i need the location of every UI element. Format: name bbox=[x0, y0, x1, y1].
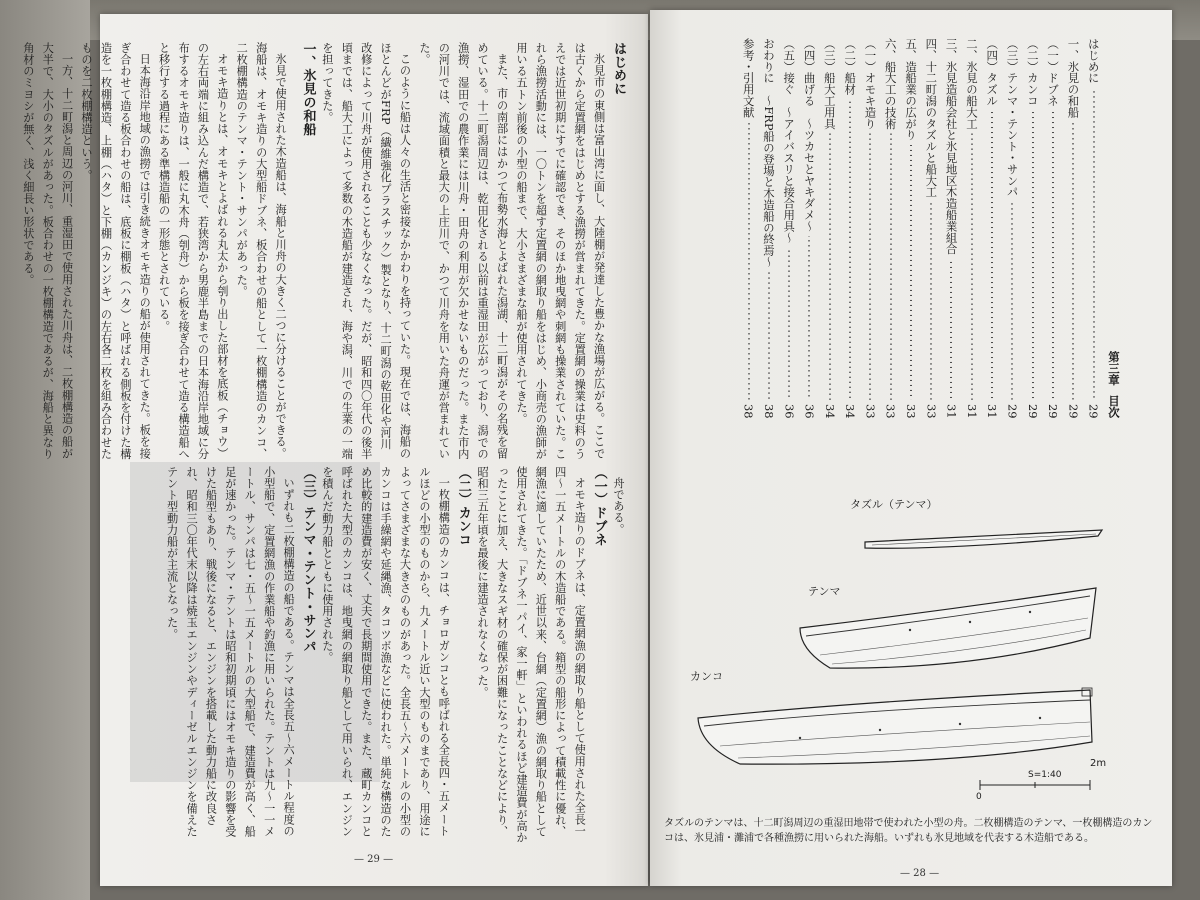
toc-entry-label: （四）曲げる 〜ツカセとヤキダメ〜 bbox=[802, 38, 817, 232]
tenma-text: いずれも二枚棚構造の船である。テンマは全長五〜六メートル程度の小型船で、定置網漁の作業船や釣漁に用いられた。テントは九〜一一メートル、サンパは七・五〜一五メートルの大型船で、建造費が高く、船足が速かった。テンマ・テントは昭和初期頃にはオモキ造りの影響を受けた船型もあり、戦後になると、エンジンを搭載した動力船に改良され、昭和三〇年代末以降は焼玉エンジンやディーゼルエンジンを備えたテント型動力船が主流となった。 bbox=[165, 466, 296, 838]
toc-entry bbox=[982, 38, 1002, 418]
toc-leader-dots bbox=[840, 99, 860, 400]
toc-leader-dots bbox=[962, 133, 982, 399]
toc-entry bbox=[799, 38, 819, 418]
toc-leader-dots bbox=[1063, 122, 1083, 400]
toc-entry bbox=[840, 38, 860, 418]
toc-leader-dots bbox=[880, 133, 900, 399]
figure-label-tazuru: タズル（テンマ） bbox=[850, 498, 938, 511]
toc-leader-dots bbox=[820, 133, 840, 399]
toc-entry-page: 31 bbox=[964, 403, 979, 418]
toc-title: 目次 bbox=[1107, 395, 1121, 418]
toc-entry-label: 参考・引用文献 bbox=[741, 38, 756, 118]
subheading-kanko: （二）カンコ bbox=[455, 466, 471, 547]
figure-label-kanko: カンコ bbox=[690, 670, 723, 683]
toc-title-row bbox=[1104, 38, 1124, 418]
toc-entry-page: 29 bbox=[1005, 403, 1020, 418]
toc-leader-dots bbox=[1002, 202, 1022, 400]
toc-entry bbox=[921, 38, 941, 418]
toc-entry-label: 二、氷見の船大工 bbox=[964, 38, 979, 130]
kanko-drawing bbox=[698, 688, 1092, 764]
intro-paragraph: このように船は人々の生活と密接なかかわりを持っていた。現在では、海船のほとんどがFRP（繊維強化プラスチック）製となり、十二町潟の乾田化や河川改修によって川舟が使用されることも少なくなった。だが、昭和四〇年代の後半頃までは、船大工によって多数の木造船が建造され、海や潟、川での生業の一端を担ってきた。 bbox=[320, 42, 412, 460]
kanko-text: 一枚棚構造のカンコは、チョロガンコとも呼ばれる全長四・五メートルほどの小型のものから、九メートル近い大型のものまであり、用途によってさまざまな大きさのものがあった。全長五〜六メートルの小型のカンコは手繰網や延縄漁、タコツボ漁などに使われた。単純な構造のため比較的建造費が安く、丈夫で長期間使用できた。また、蔵町カンコと呼ばれた大型のカンコは、地曳網の網取り船として用いられ、エンジンを積んだ動力船とともに使用された。 bbox=[320, 466, 451, 838]
toc-entry bbox=[1063, 38, 1083, 418]
toc-entry-label: 六、船大工の技術 bbox=[883, 38, 898, 130]
toc-entry-label: （四）タズル bbox=[985, 38, 1000, 107]
toc-entry bbox=[1002, 38, 1022, 418]
continued-text: 舟である。 bbox=[612, 477, 625, 536]
toc-entry bbox=[1043, 38, 1063, 418]
heading-intro: はじめに bbox=[611, 42, 626, 96]
toc-entry bbox=[759, 38, 779, 418]
toc-leader-dots bbox=[779, 247, 799, 399]
toc-entry-page: 33 bbox=[924, 403, 939, 418]
toc-entry-page: 33 bbox=[904, 403, 919, 418]
section-paragraph: オモキ造りとは、オモキとよばれる丸太から刳り出した部材を底板（チョウ）の左右両端に組み込んだ構造で、若狭湾から男鹿半島までの日本海沿岸地域に分布するオモキ造りは、一般に丸木舟（刳舟）から板を接ぎ合わせて造る構造船へと移行する過程にある準構造船の一形態とされている。 bbox=[157, 42, 229, 460]
toc-entry-label: 一、氷見の和船 bbox=[1066, 38, 1081, 118]
page-number-left: — 29 — bbox=[354, 854, 394, 865]
toc-leader-dots bbox=[799, 236, 819, 400]
toc-entry-page: 29 bbox=[1066, 403, 1081, 418]
toc-entry-page: 34 bbox=[843, 403, 858, 418]
toc-entry bbox=[779, 38, 799, 418]
subheading-tenma: （三）テンマ・テント・サンパ bbox=[300, 466, 316, 654]
toc-entry-page: 33 bbox=[863, 403, 878, 418]
toc-entry-label: （二）カンコ bbox=[1025, 38, 1040, 107]
page-number-right: — 28 — bbox=[900, 868, 940, 879]
toc-leader-dots bbox=[860, 133, 880, 399]
toc-leader-dots bbox=[941, 259, 961, 400]
right-page bbox=[650, 10, 1172, 886]
toc-entry-label: （一）ドブネ bbox=[1046, 38, 1061, 107]
toc-entry-label: はじめに bbox=[1086, 38, 1101, 84]
toc-entry-page: 38 bbox=[761, 403, 776, 418]
toc-entry-label: （二）船材 bbox=[843, 38, 858, 95]
toc-entry-page: 29 bbox=[1025, 403, 1040, 418]
toc-entry bbox=[901, 38, 921, 418]
scale-bar bbox=[980, 780, 1090, 790]
heading-section-1: 一、氷見の和船 bbox=[300, 42, 316, 136]
toc-leader-dots bbox=[759, 271, 779, 399]
upper-text-block bbox=[21, 42, 628, 460]
figure-label-tenma: テンマ bbox=[808, 585, 841, 598]
scale-zero-label: 0 bbox=[976, 792, 982, 802]
toc-entry bbox=[820, 38, 840, 418]
toc-entry-page: 36 bbox=[802, 403, 817, 418]
tenma-drawing bbox=[800, 588, 1096, 668]
toc-leader-dots bbox=[738, 122, 758, 400]
toc-entry bbox=[1083, 38, 1103, 418]
toc-entry-label: （三）テンマ・テント・サンパ bbox=[1005, 38, 1020, 198]
scale-end-label: 2m bbox=[1090, 758, 1107, 769]
dobune-text: オモキ造りのドブネは、定置網漁の網取り船として使用された全長一四〜一五メートルの木造船である。箱型の船形によって積載性に優れ、網漁に適していたため、近世以来、台網（定置網）漁の網取り船として使用されてきた。「ドブネ一パイ、家一軒」といわれるほど建造費が高かったことに加え、大きなスギ材の確保が困難になったことなどにより、昭和三五年頃を最後に建造されなくなった。 bbox=[476, 466, 587, 844]
toc-entry bbox=[962, 38, 982, 418]
scale-label: S=1:40 bbox=[1028, 770, 1062, 780]
toc-leader-dots bbox=[1043, 110, 1063, 399]
toc-leader-dots bbox=[901, 145, 921, 400]
section-paragraph: 氷見で使用された木造船は、海船と川舟の大きく二つに分けることができる。海船は、オモキ造りの大型船ドブネ、板合わせの船として一枚棚構造のカンコ、二枚棚構造のテンマ・テント・サンパがあった。 bbox=[235, 42, 288, 460]
intro-paragraph: 氷見市の東側は富山湾に面し、大陸棚が発達した豊かな漁場が広がる。ここでは古くから定置網をはじめとする漁撈が営まれてきた。定置網の操業は史料のうえでは近世初期にすでに確認でき、そのほか地曳網や刺網も操業されていた。これら漁撈活動には、一〇トンを超す定置網の網取り船をはじめ、小商売の漁師が用いる五トン前後の小型の船まで、大小さまざまな船が使用されてきた。 bbox=[514, 42, 606, 460]
toc-entry-label: 五、造船業の広がり bbox=[904, 38, 919, 141]
toc-leader-dots bbox=[921, 202, 941, 400]
toc-entry-label: （五）接ぐ 〜アイバスリと接合用具〜 bbox=[782, 38, 797, 244]
toc-entry-page: 29 bbox=[1086, 403, 1101, 418]
toc-leader-dots bbox=[1023, 110, 1043, 399]
toc-entry bbox=[1023, 38, 1043, 418]
toc-entry-label: （一）オモキ造り bbox=[863, 38, 878, 130]
section-paragraph: 一方、十二町潟と周辺の河川、重湿田で使用された川舟は、二枚棚構造の船が大半で、大小のタズルがあった。板合わせの一枚棚構造であるが、海船と異なり角材のミヨシが無く、浅く細長い形状である。 bbox=[21, 42, 74, 460]
section-paragraph: 日本海沿岸地域の漁撈では引き続きオモキ造りの船が使用されてきた。板を接ぎ合わせて造る板合わせの船は、底板に棚板（ハタ）と呼ばれる側板を付けた構造を一枚棚構造、上棚（ハタ）と下棚（カンジキ）の左右各二枚を組み合わせたものを二枚棚構造という。 bbox=[80, 42, 152, 460]
toc-entry-page: 29 bbox=[1046, 403, 1061, 418]
toc-entry bbox=[738, 38, 758, 418]
toc-entry-page: 33 bbox=[883, 403, 898, 418]
toc-entry-page: 38 bbox=[741, 403, 756, 418]
table-of-contents bbox=[692, 38, 1124, 418]
subheading-dobune: （一）ドブネ bbox=[591, 466, 607, 547]
lower-text-block bbox=[122, 466, 628, 844]
toc-entry-page: 31 bbox=[985, 403, 1000, 418]
toc-entry-label: 三、氷見造船会社と氷見地区木造船業組合 bbox=[944, 38, 959, 255]
toc-entry bbox=[860, 38, 880, 418]
intro-paragraph: また、市の南部にはかつて布勢水海とよばれた潟湖、十二町潟がその名残を留めている。十二町潟周辺は、乾田化される以前は重湿田が広がっており、潟での漁撈、湿田での農作業には川舟・田舟の利用が欠かせないものだった。また市内の河川では、流域面積と最大の上庄川で、かつて川舟を用いた舟運が営まれていた。 bbox=[417, 42, 509, 460]
toc-entry bbox=[880, 38, 900, 418]
left-page bbox=[21, 14, 648, 886]
toc-entry-label: おわりに 〜FRP船の登場と木造船の終焉〜 bbox=[761, 38, 776, 268]
toc-entry-page: 34 bbox=[822, 403, 837, 418]
tazuru-drawing bbox=[865, 530, 1102, 548]
toc-leader-dots bbox=[1083, 88, 1103, 400]
figure-caption: タズルのテンマは、十二町潟周辺の重湿田地帯で使われた小型の舟。二枚棚構造のテンマ、一枚棚構造のカンコは、氷見浦・灘浦で各種漁撈に用いられた海船。いずれも氷見地域を代表する木造船である。 bbox=[664, 818, 1153, 844]
toc-entry-page: 36 bbox=[782, 403, 797, 418]
toc-entry-page: 31 bbox=[944, 403, 959, 418]
toc-leader-dots bbox=[982, 110, 1002, 399]
toc-entry-label: （三）船大工用具 bbox=[822, 38, 837, 130]
toc-entry bbox=[941, 38, 961, 418]
toc-chapter: 第三章 bbox=[1107, 350, 1121, 386]
toc-entry-label: 四、十二町潟のタズルと船大工 bbox=[924, 38, 939, 198]
